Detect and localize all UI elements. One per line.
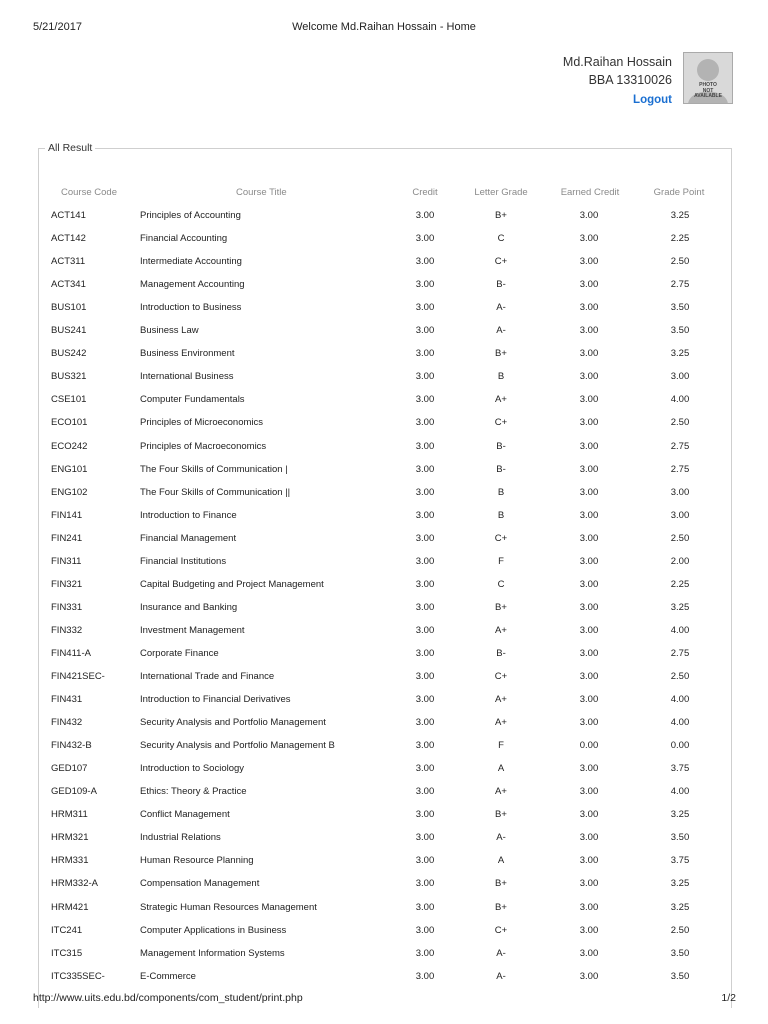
course-code-cell: BUS242 [51, 348, 87, 360]
letter-grade-cell: A+ [495, 786, 507, 798]
letter-grade-cell: C+ [494, 417, 508, 429]
course-title-cell: Intermediate Accounting [140, 256, 242, 268]
letter-grade-cell: B+ [495, 601, 507, 613]
earned-credit-cell: 3.00 [579, 832, 599, 844]
grade-point-cell: 3.25 [670, 878, 690, 890]
grade-point-cell: 2.25 [670, 578, 690, 590]
grade-point-cell: 3.50 [670, 970, 690, 982]
earned-credit-cell: 3.00 [579, 463, 599, 475]
earned-credit-cell: 3.00 [579, 694, 599, 706]
course-code-cell: FIN331 [51, 601, 83, 613]
grade-point-cell: 3.00 [670, 486, 690, 498]
course-code-cell: FIN432 [51, 717, 83, 729]
letter-grade-cell: B- [496, 279, 506, 291]
course-title-cell: Management Information Systems [140, 947, 285, 959]
earned-credit-cell: 3.00 [579, 555, 599, 567]
course-title-cell: The Four Skills of Communication || [140, 486, 291, 498]
letter-grade-cell: A+ [495, 717, 507, 729]
earned-credit-cell: 3.00 [579, 486, 599, 498]
course-title-cell: International Business [140, 371, 234, 383]
letter-grade-cell: B [497, 486, 505, 498]
print-url: http://www.uits.edu.bd/components/com_student/print.php [33, 992, 303, 1004]
credit-cell: 3.00 [415, 371, 435, 383]
credit-cell: 3.00 [415, 233, 435, 245]
grade-point-cell: 0.00 [670, 740, 690, 752]
earned-credit-cell: 3.00 [579, 578, 599, 590]
course-title-cell: Ethics: Theory & Practice [140, 786, 247, 798]
grade-point-cell: 2.00 [670, 555, 690, 567]
grade-point-cell: 3.50 [670, 947, 690, 959]
page-number: 1/2 [721, 992, 736, 1004]
credit-cell: 3.00 [415, 417, 435, 429]
grade-point-cell: 3.50 [670, 325, 690, 337]
header-letter-grade: Letter Grade [474, 187, 528, 198]
credit-cell: 3.00 [415, 210, 435, 221]
course-code-cell: FIN141 [51, 509, 83, 521]
grade-point-cell: 2.75 [670, 279, 690, 291]
course-title-cell: Business Law [140, 325, 199, 337]
earned-credit-cell: 3.00 [579, 210, 599, 221]
grade-point-cell: 3.50 [670, 832, 690, 844]
course-code-cell: ACT311 [51, 256, 86, 268]
course-code-cell: HRM421 [51, 901, 89, 913]
letter-grade-cell: B- [496, 440, 506, 452]
course-title-cell: Introduction to Business [140, 302, 242, 314]
course-code-cell: GED109-A [51, 786, 97, 798]
course-code-cell: FIN241 [51, 532, 83, 544]
course-title-cell: Introduction to Finance [140, 509, 237, 521]
letter-grade-cell: A- [496, 832, 506, 844]
course-title-cell: Management Accounting [140, 279, 245, 291]
letter-grade-cell: F [498, 555, 504, 567]
earned-credit-cell: 3.00 [579, 717, 599, 729]
course-title-cell: Computer Fundamentals [140, 394, 245, 406]
course-code-cell: ENG101 [51, 463, 88, 475]
earned-credit-cell: 3.00 [579, 233, 599, 245]
credit-cell: 3.00 [415, 740, 435, 752]
grade-point-cell: 3.25 [670, 348, 690, 360]
credit-cell: 3.00 [415, 463, 435, 475]
credit-cell: 3.00 [415, 786, 435, 798]
credit-cell: 3.00 [415, 809, 435, 821]
earned-credit-cell: 3.00 [579, 809, 599, 821]
letter-grade-cell: A- [496, 970, 506, 982]
user-id: BBA 13310026 [588, 73, 672, 87]
course-code-cell: ECO242 [51, 440, 88, 452]
letter-grade-cell: B+ [495, 809, 507, 821]
earned-credit-cell: 3.00 [579, 348, 599, 360]
credit-cell: 3.00 [415, 509, 435, 521]
course-title-cell: Security Analysis and Portfolio Management B [140, 740, 335, 752]
earned-credit-cell: 3.00 [579, 601, 599, 613]
grade-point-cell: 2.50 [670, 532, 690, 544]
course-code-cell: ITC315 [51, 947, 83, 959]
earned-credit-cell: 3.00 [579, 256, 599, 268]
letter-grade-cell: B- [496, 463, 506, 475]
letter-grade-cell: B+ [495, 878, 507, 890]
course-code-cell: FIN431 [51, 694, 83, 706]
letter-grade-cell: A [497, 855, 505, 867]
credit-cell: 3.00 [415, 924, 435, 936]
course-title-cell: Conflict Management [140, 809, 230, 821]
grade-point-cell: 2.25 [670, 233, 690, 245]
earned-credit-cell: 3.00 [579, 509, 599, 521]
course-title-cell: Financial Management [140, 532, 237, 544]
earned-credit-cell: 3.00 [579, 302, 599, 314]
course-code-cell: FIN311 [51, 555, 82, 567]
credit-cell: 3.00 [415, 578, 435, 590]
course-title-cell: Corporate Finance [140, 647, 219, 659]
course-title-cell: Security Analysis and Portfolio Management [140, 717, 326, 729]
print-date: 5/21/2017 [33, 21, 82, 33]
grade-point-cell: 4.00 [670, 394, 690, 406]
course-code-cell: HRM311 [51, 809, 88, 821]
credit-cell: 3.00 [415, 532, 435, 544]
earned-credit-cell: 3.00 [579, 371, 599, 383]
credit-cell: 3.00 [415, 878, 435, 890]
credit-cell: 3.00 [415, 601, 435, 613]
earned-credit-cell: 3.00 [579, 325, 599, 337]
course-title-cell: Human Resource Planning [140, 855, 254, 867]
header-course-title: Course Title [236, 187, 287, 198]
earned-credit-cell: 3.00 [579, 532, 599, 544]
header-earned-credit: Earned Credit [560, 187, 620, 198]
course-code-cell: ACT341 [51, 279, 86, 291]
course-code-cell: FIN432-B [51, 740, 92, 752]
course-title-cell: International Trade and Finance [140, 671, 275, 682]
course-code-cell: ITC241 [51, 924, 83, 936]
course-code-cell: ITC335SEC- [51, 970, 105, 982]
letter-grade-cell: F [498, 740, 504, 752]
letter-grade-cell: A [497, 763, 505, 775]
earned-credit-cell: 3.00 [579, 763, 599, 775]
course-code-cell: FIN321 [51, 578, 83, 590]
credit-cell: 3.00 [415, 486, 435, 498]
earned-credit-cell: 3.00 [579, 924, 599, 936]
grade-point-cell: 3.25 [670, 809, 690, 821]
credit-cell: 3.00 [415, 256, 435, 268]
course-code-cell: ACT142 [51, 233, 86, 245]
earned-credit-cell: 3.00 [579, 878, 599, 890]
course-title-cell: Industrial Relations [140, 832, 221, 844]
letter-grade-cell: A+ [495, 624, 507, 636]
course-title-cell: Compensation Management [140, 878, 260, 890]
course-title-cell: Strategic Human Resources Management [140, 901, 317, 913]
credit-cell: 3.00 [415, 555, 435, 567]
user-info [563, 53, 672, 109]
letter-grade-cell: C+ [494, 671, 508, 682]
credit-cell: 3.00 [415, 394, 435, 406]
course-code-cell: HRM331 [51, 855, 89, 867]
earned-credit-cell: 3.00 [579, 394, 599, 406]
earned-credit-cell: 3.00 [579, 624, 599, 636]
grade-point-cell: 4.00 [670, 786, 690, 798]
earned-credit-cell: 3.00 [579, 901, 599, 913]
credit-cell: 3.00 [415, 970, 435, 982]
course-title-cell: Capital Budgeting and Project Management [140, 578, 324, 590]
course-title-cell: Principles of Macroeconomics [140, 440, 267, 452]
earned-credit-cell: 3.00 [579, 947, 599, 959]
grade-point-cell: 2.50 [670, 256, 690, 268]
course-title-cell: Introduction to Financial Derivatives [140, 694, 291, 706]
credit-cell: 3.00 [415, 901, 435, 913]
course-title-cell: E-Commerce [140, 970, 196, 982]
credit-cell: 3.00 [415, 279, 435, 291]
grade-point-cell: 3.75 [670, 763, 690, 775]
grade-point-cell: 3.00 [670, 509, 690, 521]
course-title-cell: Principles of Accounting [140, 210, 241, 221]
grade-point-cell: 4.00 [670, 624, 690, 636]
letter-grade-cell: B [497, 509, 505, 521]
letter-grade-cell: C+ [494, 532, 508, 544]
section-title: All Result [45, 142, 95, 154]
credit-cell: 3.00 [415, 694, 435, 706]
course-title-cell: Financial Institutions [140, 555, 227, 567]
earned-credit-cell: 3.00 [579, 647, 599, 659]
earned-credit-cell: 3.00 [579, 440, 599, 452]
credit-cell: 3.00 [415, 325, 435, 337]
letter-grade-cell: C [497, 578, 505, 590]
grade-point-cell: 3.25 [670, 601, 690, 613]
credit-cell: 3.00 [415, 717, 435, 729]
letter-grade-cell: C+ [494, 924, 508, 936]
earned-credit-cell: 3.00 [579, 671, 599, 682]
course-title-cell: Introduction to Sociology [140, 763, 245, 775]
user-name: Md.Raihan Hossain [562, 55, 672, 69]
course-title-cell: Principles of Microeconomics [140, 417, 264, 429]
course-code-cell: BUS321 [51, 371, 87, 383]
course-code-cell: HRM321 [51, 832, 89, 844]
grade-point-cell: 2.75 [670, 440, 690, 452]
letter-grade-cell: B+ [495, 348, 507, 360]
credit-cell: 3.00 [415, 647, 435, 659]
grade-point-cell: 4.00 [670, 717, 690, 729]
course-code-cell: BUS101 [51, 302, 87, 314]
letter-grade-cell: A- [496, 302, 506, 314]
grade-point-cell: 3.75 [670, 855, 690, 867]
course-code-cell: GED107 [51, 763, 88, 775]
grade-point-cell: 3.25 [670, 901, 690, 913]
earned-credit-cell: 3.00 [579, 417, 599, 429]
letter-grade-cell: B+ [495, 901, 507, 913]
course-title-cell: Insurance and Banking [140, 601, 238, 613]
credit-cell: 3.00 [415, 832, 435, 844]
letter-grade-cell: B [497, 371, 505, 383]
course-code-cell: BUS241 [51, 325, 87, 337]
header-course-code: Course Code [61, 187, 117, 198]
credit-cell: 3.00 [415, 440, 435, 452]
course-code-cell: FIN411-A [51, 647, 91, 659]
earned-credit-cell: 3.00 [579, 970, 599, 982]
earned-credit-cell: 3.00 [579, 786, 599, 798]
credit-cell: 3.00 [415, 855, 435, 867]
course-title-cell: Computer Applications in Business [140, 924, 287, 936]
print-page-title: Welcome Md.Raihan Hossain - Home [292, 21, 476, 33]
logout-link[interactable]: Logout [633, 94, 672, 106]
letter-grade-cell: C [497, 233, 505, 245]
header-credit: Credit [412, 187, 438, 198]
grade-point-cell: 3.25 [670, 210, 690, 221]
credit-cell: 3.00 [415, 624, 435, 636]
credit-cell: 3.00 [415, 763, 435, 775]
course-title-cell: Business Environment [140, 348, 235, 360]
letter-grade-cell: B- [496, 647, 506, 659]
grade-point-cell: 4.00 [670, 694, 690, 706]
grade-point-cell: 2.50 [670, 417, 690, 429]
earned-credit-cell: 3.00 [579, 279, 599, 291]
grade-point-cell: 2.50 [670, 924, 690, 936]
course-code-cell: FIN332 [51, 624, 83, 636]
header-grade-point: Grade Point [653, 187, 705, 198]
letter-grade-cell: A+ [495, 694, 507, 706]
grade-point-cell: 2.50 [670, 671, 690, 682]
earned-credit-cell: 0.00 [579, 740, 599, 752]
earned-credit-cell: 3.00 [579, 855, 599, 867]
photo-not-available-text: PHOTO NOT AVAILABLE [694, 82, 722, 99]
course-code-cell: CSE101 [51, 394, 87, 406]
credit-cell: 3.00 [415, 302, 435, 314]
letter-grade-cell: C+ [494, 256, 508, 268]
grade-point-cell: 3.00 [670, 371, 690, 383]
course-title-cell: The Four Skills of Communication | [140, 463, 288, 475]
grade-point-cell: 2.75 [670, 463, 690, 475]
letter-grade-cell: A- [496, 947, 506, 959]
letter-grade-cell: A+ [495, 394, 507, 406]
grade-point-cell: 2.75 [670, 647, 690, 659]
course-code-cell: ECO101 [51, 417, 88, 429]
course-title-cell: Investment Management [140, 624, 245, 636]
course-code-cell: ENG102 [51, 486, 88, 498]
credit-cell: 3.00 [415, 348, 435, 360]
course-code-cell: ACT141 [51, 210, 86, 221]
credit-cell: 3.00 [415, 947, 435, 959]
credit-cell: 3.00 [415, 671, 435, 682]
course-code-cell: FIN421SEC- [51, 671, 105, 682]
course-title-cell: Financial Accounting [140, 233, 228, 245]
letter-grade-cell: B+ [495, 210, 507, 221]
grade-point-cell: 3.50 [670, 302, 690, 314]
avatar [683, 52, 733, 104]
letter-grade-cell: A- [496, 325, 506, 337]
course-code-cell: HRM332-A [51, 878, 98, 890]
